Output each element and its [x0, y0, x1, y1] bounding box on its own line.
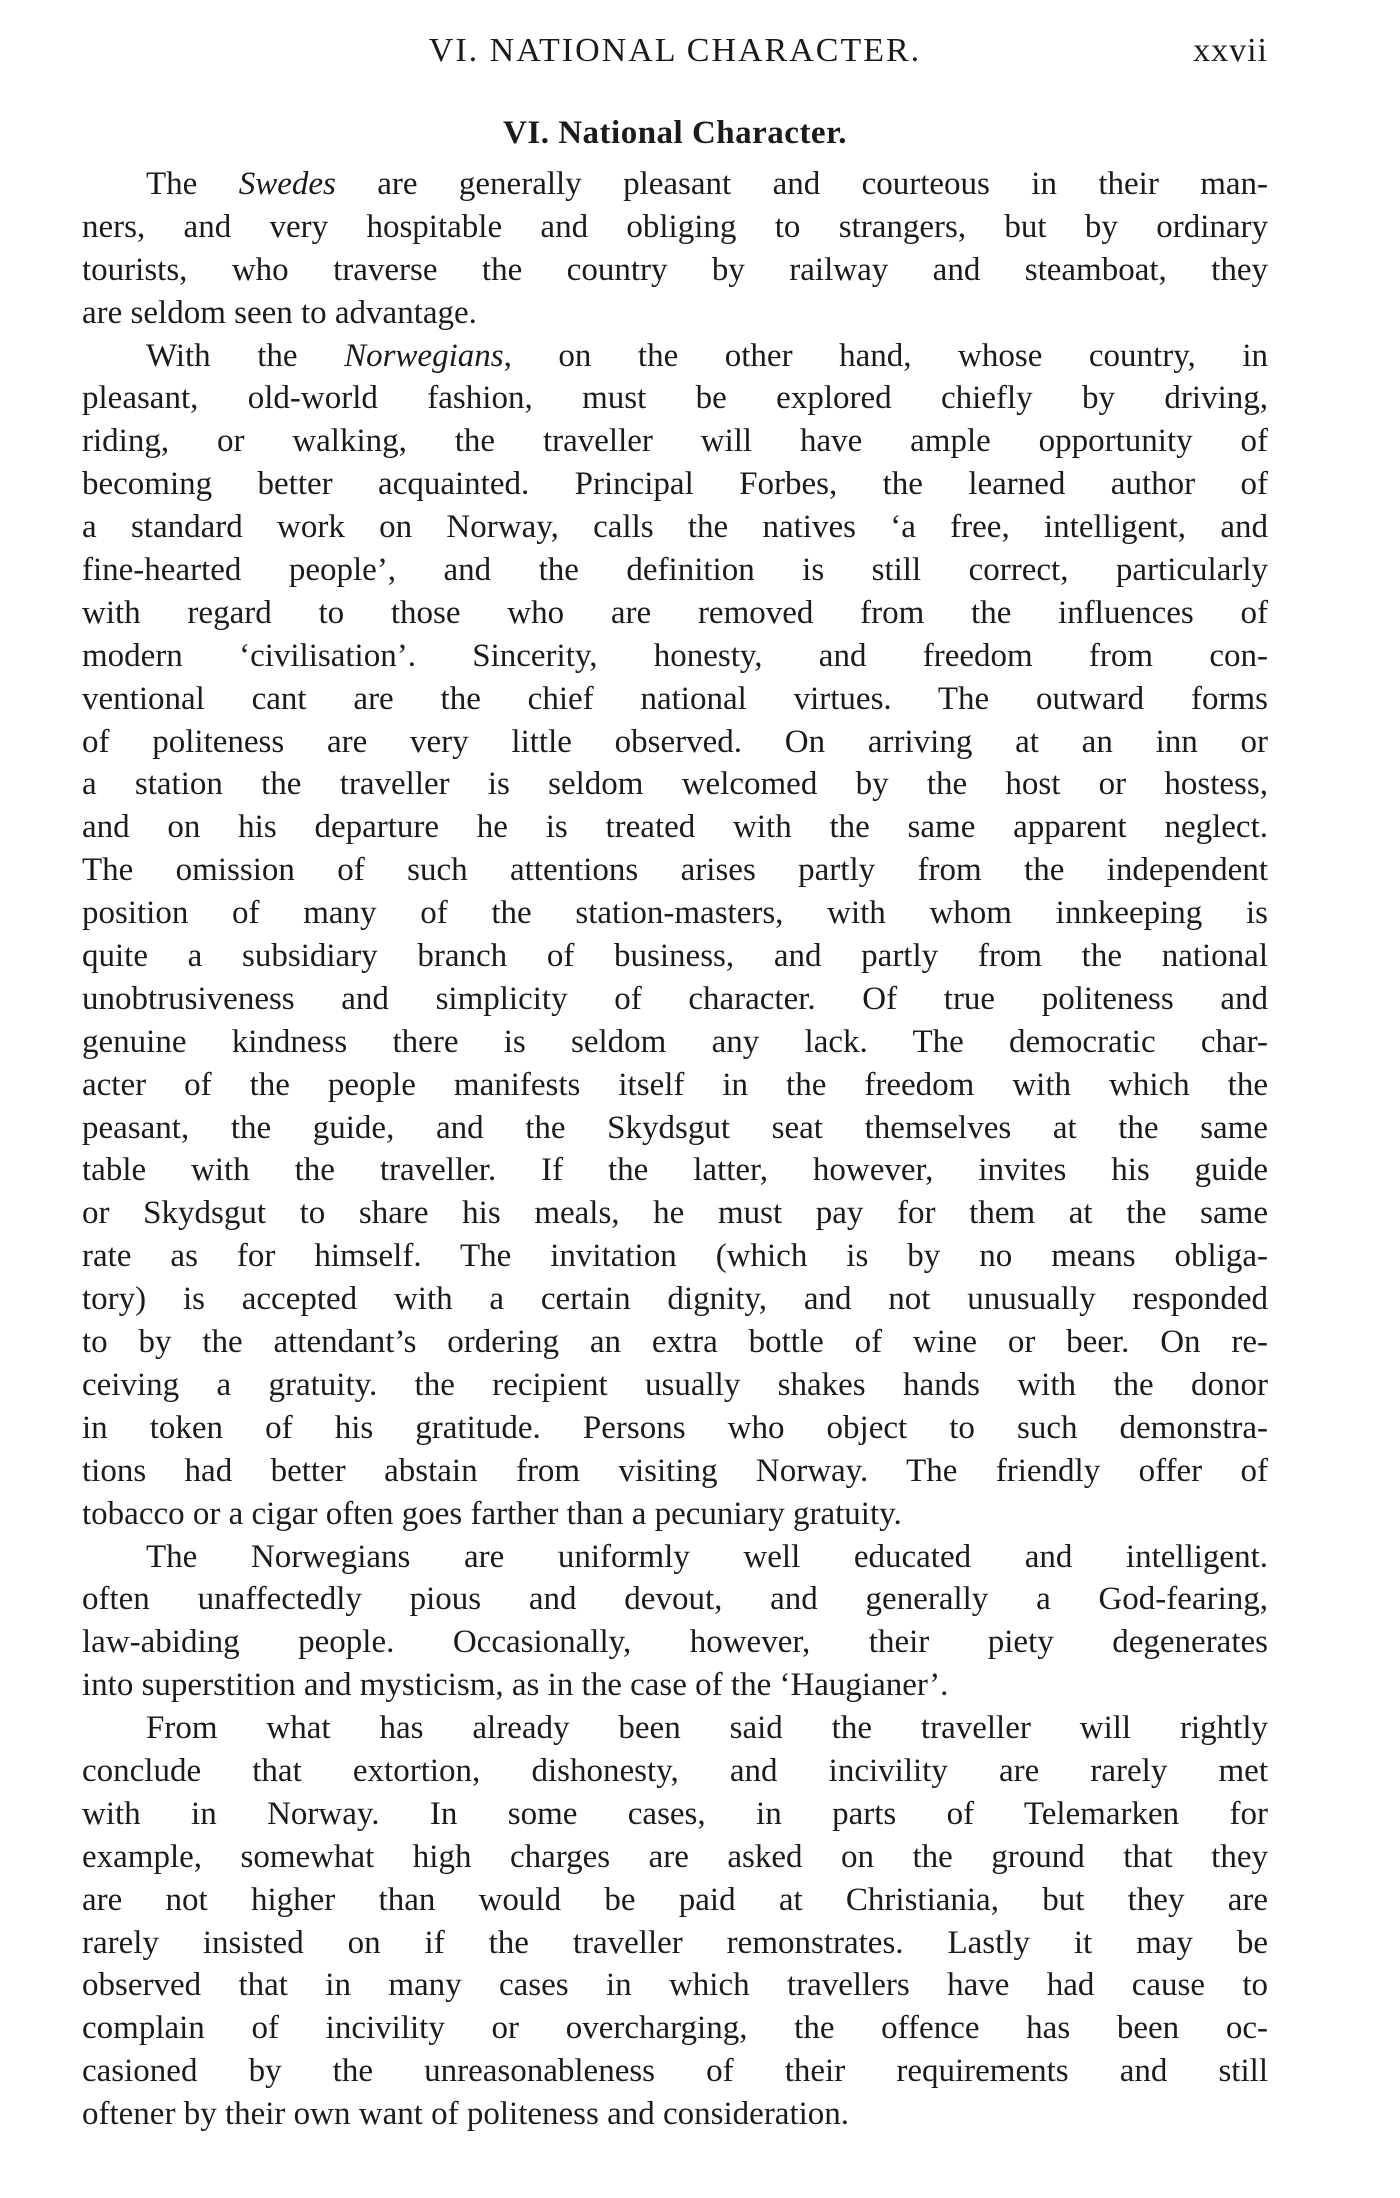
text-run: observed that in many cases in which travellers have had cause to [82, 1967, 1268, 2004]
text-run: pleasant, old-world fashion, must be explored chiefly by driving, [82, 380, 1268, 417]
text-line [82, 1192, 1268, 1235]
text-line [82, 892, 1268, 935]
text-run: in token of his gratitude. Persons who object to such demonstra- [82, 1409, 1268, 1446]
text-run: table with the traveller. If the latter, however, invites his guide [82, 1152, 1268, 1189]
text-line [82, 678, 1268, 721]
running-head [82, 28, 1268, 74]
text-line [82, 1664, 1268, 1707]
text-run: quite a subsidiary branch of business, and partly from the national [82, 938, 1268, 975]
text-run: oftener by their own want of politeness and consideration. [82, 2096, 850, 2133]
text-line [82, 2007, 1268, 2050]
text-line [82, 1879, 1268, 1922]
text-run: peasant, the guide, and the Skydsgut seat themselves at the same [82, 1109, 1268, 1146]
text-line [82, 506, 1268, 549]
text-run: law-abiding people. Occasionally, however, their piety degenerates [82, 1624, 1268, 1661]
text-run: ventional cant are the chief national virtues. The outward forms [82, 680, 1268, 717]
text-run: complain of incivility or overcharging, the offence has been oc- [82, 2010, 1268, 2047]
text-line [82, 1578, 1268, 1621]
text-run: and on his departure he is treated with the same apparent neglect. [82, 809, 1268, 846]
paragraph [82, 335, 1268, 1536]
text-line [82, 1493, 1268, 1536]
text-run: tory) is accepted with a certain dignity, and not unusually responded [82, 1281, 1268, 1318]
text-line [82, 763, 1268, 806]
text-line [82, 935, 1268, 978]
text-run: are not higher than would be paid at Christiania, but they are [82, 1881, 1268, 1918]
text-run: With the [146, 337, 345, 374]
text-line [82, 1321, 1268, 1364]
text-run: genuine kindness there is seldom any lack. The democratic char- [82, 1023, 1268, 1060]
text-line [82, 2050, 1268, 2093]
text-run: ners, and very hospitable and obliging to strangers, but by ordinary [82, 208, 1268, 245]
page-number: xxvii [1193, 32, 1268, 69]
text-run: The Norwegians are uniformly well educated and intelligent. [146, 1538, 1268, 1575]
text-run: rarely insisted on if the traveller remonstrates. Lastly it may be [82, 1924, 1268, 1961]
text-line [82, 1450, 1268, 1493]
text-line [82, 1536, 1268, 1579]
text-run: From what has already been said the traveller will rightly [146, 1710, 1268, 1747]
text-line [82, 1922, 1268, 1965]
text-line [82, 1964, 1268, 2007]
text-line [82, 1107, 1268, 1150]
text-line [82, 292, 1268, 335]
text-line [82, 1836, 1268, 1879]
text-run: a station the traveller is seldom welcomed by the host or hostess, [82, 766, 1268, 803]
text-run: are generally pleasant and courteous in their man- [335, 166, 1269, 202]
text-line [82, 721, 1268, 764]
text-line [82, 1235, 1268, 1278]
text-line [82, 1278, 1268, 1321]
text-run: often unaffectedly pious and devout, and generally a God-fearing, [82, 1581, 1268, 1618]
text-line [82, 206, 1268, 249]
text-line [82, 420, 1268, 463]
text-run: ceiving a gratuity. the recipient usually shakes hands with the donor [82, 1366, 1268, 1403]
running-title: VI. NATIONAL CHARACTER. [428, 32, 922, 69]
text-run: a standard work on Norway, calls the natives ‘a free, intelligent, and [82, 509, 1268, 546]
text-run: position of many of the station-masters, with whom innkeeping is [82, 895, 1268, 932]
italic-term: Swedes [238, 166, 336, 202]
text-run: fine-hearted people’, and the definition is still correct, particularly [82, 552, 1268, 589]
text-run: , on the other hand, whose country, in [503, 337, 1269, 374]
text-run: becoming better acquainted. Principal Forbes, the learned author of [82, 466, 1268, 503]
text-line [82, 849, 1268, 892]
text-run: tourists, who traverse the country by railway and steamboat, they [82, 251, 1268, 288]
book-page [82, 0, 1268, 2198]
italic-term: Norwegians [344, 337, 504, 374]
text-run: casioned by the unreasonableness of their requirements and still [82, 2053, 1268, 2090]
text-run: tions had better abstain from visiting Norway. The friendly offer of [82, 1452, 1268, 1489]
section-heading: VI. National Character. [503, 115, 847, 151]
text-run: are seldom seen to advantage. [82, 294, 477, 331]
text-run: with regard to those who are removed from the influences of [82, 594, 1268, 631]
text-run: acter of the people manifests itself in the freedom with which the [82, 1066, 1268, 1103]
text-line [82, 163, 1268, 206]
text-line [82, 1707, 1268, 1750]
text-line [82, 1364, 1268, 1407]
text-line [82, 377, 1268, 420]
text-run: rate as for himself. The invitation (which is by no means obliga- [82, 1238, 1268, 1275]
text-line [82, 978, 1268, 1021]
text-run: The [146, 166, 239, 202]
text-line [82, 1621, 1268, 1664]
text-line [82, 806, 1268, 849]
text-run: example, somewhat high charges are asked on the ground that they [82, 1838, 1268, 1875]
text-run: modern ‘civilisation’. Sincerity, honesty, and freedom from con- [82, 637, 1268, 674]
text-line [82, 249, 1268, 292]
text-line [82, 1021, 1268, 1064]
paragraph [82, 1536, 1268, 1708]
text-line [82, 2093, 1268, 2136]
text-run: to by the attendant’s ordering an extra bottle of wine or beer. On re- [82, 1324, 1268, 1361]
text-line [82, 1750, 1268, 1793]
text-line [82, 1064, 1268, 1107]
text-line [82, 1793, 1268, 1836]
paragraph [82, 1707, 1268, 2136]
text-run: of politeness are very little observed. On arriving at an inn or [82, 723, 1268, 760]
text-run: into superstition and mysticism, as in the case of the ‘Haugianer’. [82, 1667, 949, 1704]
text-run: tobacco or a cigar often goes farther than a pecuniary gratuity. [82, 1495, 902, 1532]
text-line [82, 592, 1268, 635]
text-line [82, 335, 1268, 378]
text-run: or Skydsgut to share his meals, he must pay for them at the same [82, 1195, 1268, 1232]
text-line [82, 463, 1268, 506]
text-run: conclude that extortion, dishonesty, and incivility are rarely met [82, 1752, 1268, 1789]
paragraph [82, 163, 1268, 335]
text-run: unobtrusiveness and simplicity of character. Of true politeness and [82, 980, 1268, 1017]
text-run: riding, or walking, the traveller will have ample opportunity of [82, 423, 1268, 460]
text-line [82, 549, 1268, 592]
text-line [82, 635, 1268, 678]
text-line [82, 1407, 1268, 1450]
text-run: with in Norway. In some cases, in parts of Telemarken for [82, 1795, 1268, 1832]
text-run: The omission of such attentions arises partly from the independent [82, 852, 1268, 889]
body-text [82, 163, 1268, 2136]
text-line [82, 1149, 1268, 1192]
